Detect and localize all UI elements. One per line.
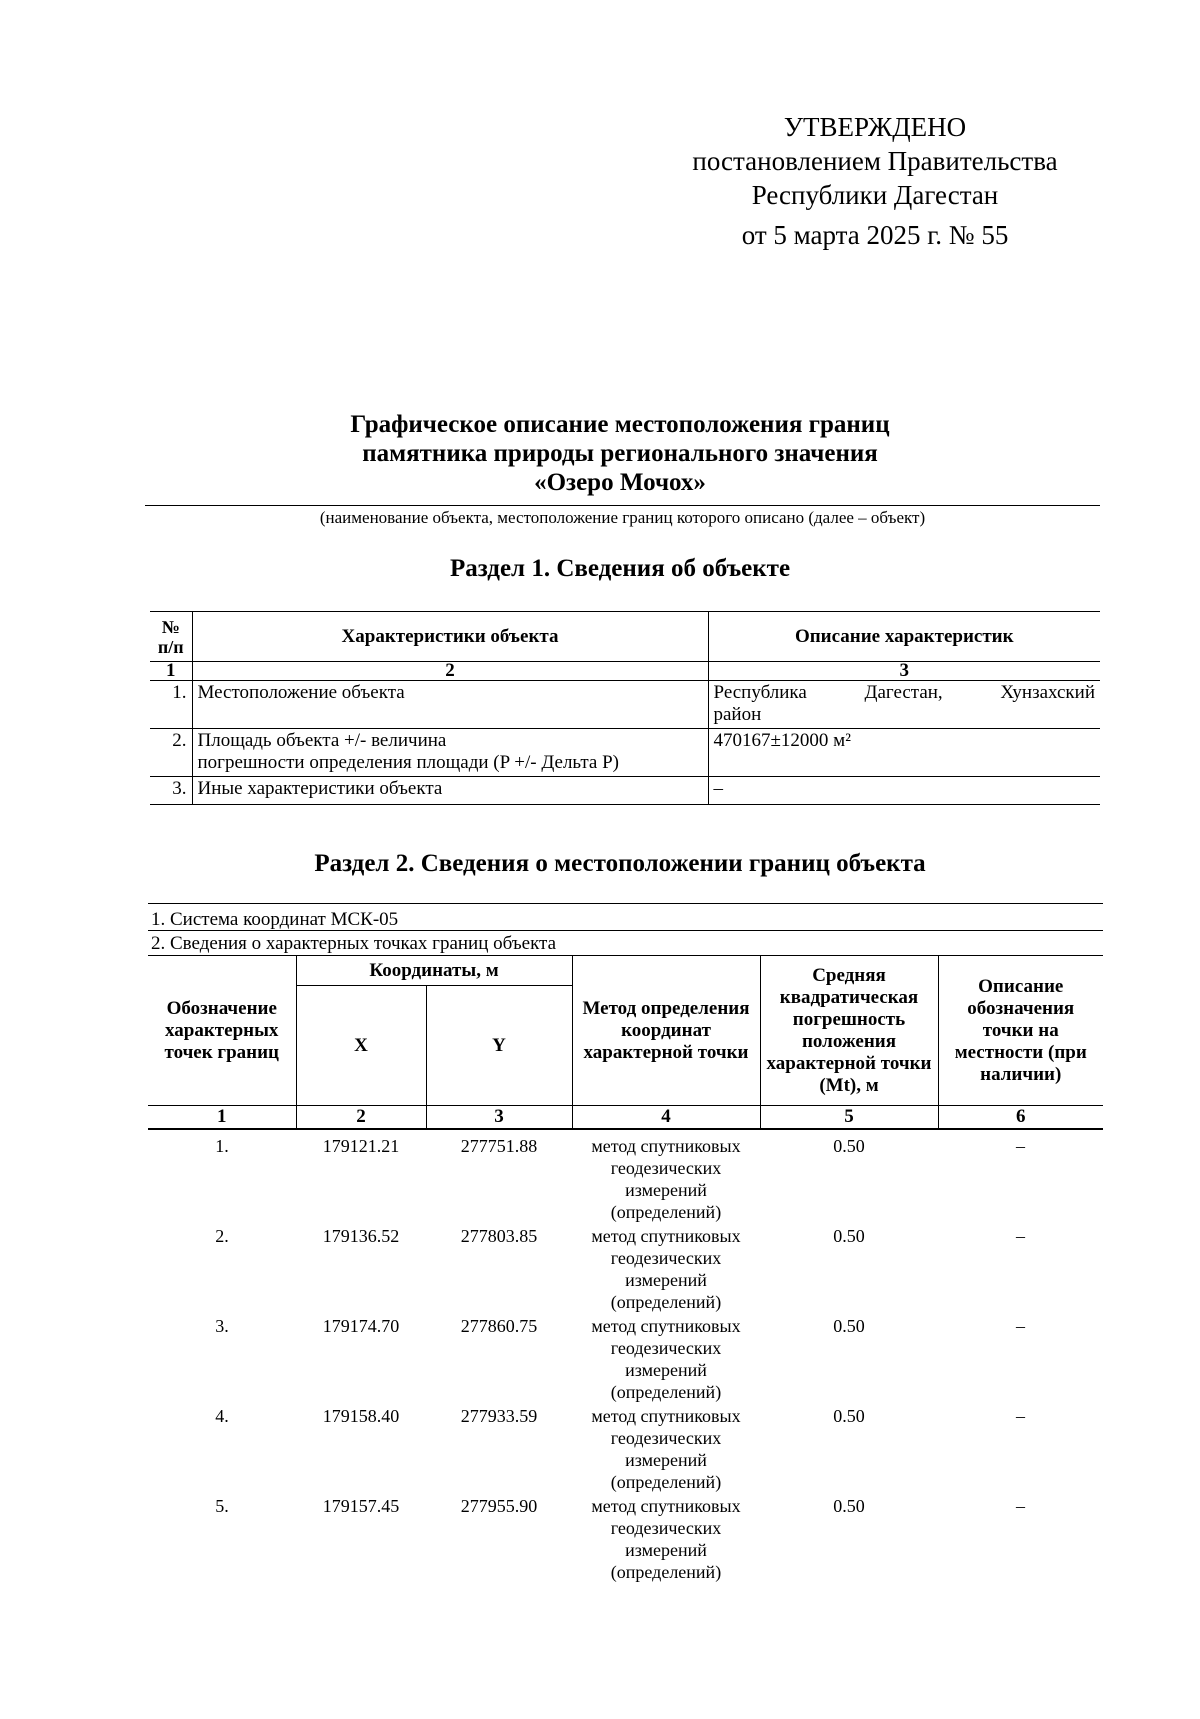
header-coordinates: Координаты, м [296,956,572,986]
point-error: 0.50 [833,1136,865,1156]
header-characteristics: Характеристики объекта [192,612,708,662]
point-id: 1. [215,1136,229,1156]
index-cell: 5 [760,1106,938,1130]
table-row [150,777,1100,805]
row-characteristic: Иные характеристики объекта [192,777,708,805]
method-line: (определений) [610,1562,722,1582]
table-row [150,729,1100,777]
method-line: измерений [625,1450,707,1470]
point-description: – [1016,1496,1025,1516]
method-line: (определений) [610,1472,722,1492]
index-cell: 2 [296,1106,426,1130]
method-line: метод спутниковых [591,1226,741,1246]
object-info-table [150,611,1100,805]
points-table-header [148,955,1103,1130]
document-title [140,410,1100,497]
table-index-row [148,1106,1103,1130]
index-cell: 2 [192,662,708,681]
approval-date: от 5 марта 2025 г. № 55 [741,220,1009,250]
header-method: Метод определения координат характерной точки [572,956,760,1106]
point-id: 3. [215,1316,229,1336]
point-description: – [1016,1316,1025,1336]
table-row [148,1225,1103,1315]
point-x: 179157.45 [322,1496,400,1516]
point-method [572,1315,760,1405]
point-method [572,1495,760,1585]
method-line: метод спутниковых [591,1316,741,1336]
point-y: 277860.75 [460,1316,538,1336]
method-line: геодезических [610,1158,722,1178]
point-description: – [1016,1136,1025,1156]
header-error: Средняя квадратическая погрешность положения характерной точки (Mt), м [760,956,938,1106]
row-number: 1. [150,681,192,729]
index-cell: 3 [426,1106,572,1130]
method-line: измерений [625,1540,707,1560]
method-line: (определений) [610,1202,722,1222]
object-name-rule [145,505,1100,506]
row-characteristic [192,729,708,777]
object-name-caption: (наименование объекта, местоположение границ которого описано (далее – объект) [319,508,926,527]
method-line: (определений) [610,1292,722,1312]
method-line: геодезических [610,1428,722,1448]
header-num: № п/п [150,612,192,662]
title-line-2: памятника природы регионального значения [362,440,878,467]
section-2-heading: Раздел 2. Сведения о местоположении границ объекта [314,850,926,877]
point-x: 179121.21 [322,1136,400,1156]
header-designation: Обозначение характерных точек границ [148,956,296,1106]
table-header-row [148,956,1103,986]
point-x: 179174.70 [322,1316,400,1336]
row-characteristic-line: Площадь объекта +/- величина [197,730,447,751]
header-x: X [296,986,426,1106]
point-y: 277933.59 [460,1406,538,1426]
index-cell: 1 [148,1106,296,1130]
row-description [708,681,1100,729]
method-line: метод спутниковых [591,1136,741,1156]
approval-block [640,110,1110,252]
point-x: 179136.52 [322,1226,400,1246]
method-line: геодезических [610,1518,722,1538]
approval-stamp: УТВЕРЖДЕНО [783,112,967,142]
point-error: 0.50 [833,1226,865,1246]
index-cell: 3 [708,662,1100,681]
point-y: 277955.90 [460,1496,538,1516]
row-description: 470167±12000 м² [708,729,1100,777]
method-line: измерений [625,1360,707,1380]
row-number: 2. [150,729,192,777]
method-line: геодезических [610,1248,722,1268]
point-error: 0.50 [833,1316,865,1336]
table-row [148,1315,1103,1405]
point-method [572,1405,760,1495]
coordinate-system: 1. Система координат МСК-05 [151,909,399,930]
point-x: 179158.40 [322,1406,400,1426]
point-y: 277751.88 [460,1136,538,1156]
approval-republic: Республики Дагестан [751,180,999,210]
points-header: 2. Сведения о характерных точках границ объекта [151,933,557,954]
method-line: измерений [625,1180,707,1200]
section-1-heading: Раздел 1. Сведения об объекте [449,555,791,582]
point-error: 0.50 [833,1406,865,1426]
point-id: 4. [215,1406,229,1426]
table-row [148,1135,1103,1225]
header-description: Описание характеристик [708,612,1100,662]
method-line: (определений) [610,1382,722,1402]
table-row [150,681,1100,729]
point-id: 5. [215,1496,229,1516]
points-table [148,1135,1103,1585]
point-id: 2. [215,1226,229,1246]
title-line-3: «Озеро Мочох» [534,469,706,496]
row-description: – [708,777,1100,805]
table-row [148,1405,1103,1495]
point-description: – [1016,1406,1025,1426]
table-row [148,1495,1103,1585]
index-cell: 1 [150,662,192,681]
method-line: метод спутниковых [591,1406,741,1426]
index-cell: 4 [572,1106,760,1130]
point-y: 277803.85 [460,1226,538,1246]
title-line-1: Графическое описание местоположения границ [350,411,890,438]
method-line: геодезических [610,1338,722,1358]
header-y: Y [426,986,572,1106]
row-characteristic-line: погрешности определения площади (P +/- Дельта P) [197,752,619,773]
header-description: Описание обозначения точки на местности (при наличии) [938,956,1103,1106]
table-rule [148,903,1103,904]
row-description-line: район [713,704,762,725]
table-index-row [150,662,1100,681]
index-cell: 6 [938,1106,1103,1130]
point-method [572,1135,760,1225]
method-line: метод спутниковых [591,1496,741,1516]
row-number: 3. [150,777,192,805]
point-error: 0.50 [833,1496,865,1516]
method-line: измерений [625,1270,707,1290]
point-description: – [1016,1226,1025,1246]
row-description-line: Республика Дагестан, Хунзахский [713,682,1095,703]
row-characteristic: Местоположение объекта [192,681,708,729]
approval-decree: постановлением Правительства [692,146,1058,176]
table-rule [148,930,1103,931]
point-method [572,1225,760,1315]
table-header-row [150,612,1100,662]
